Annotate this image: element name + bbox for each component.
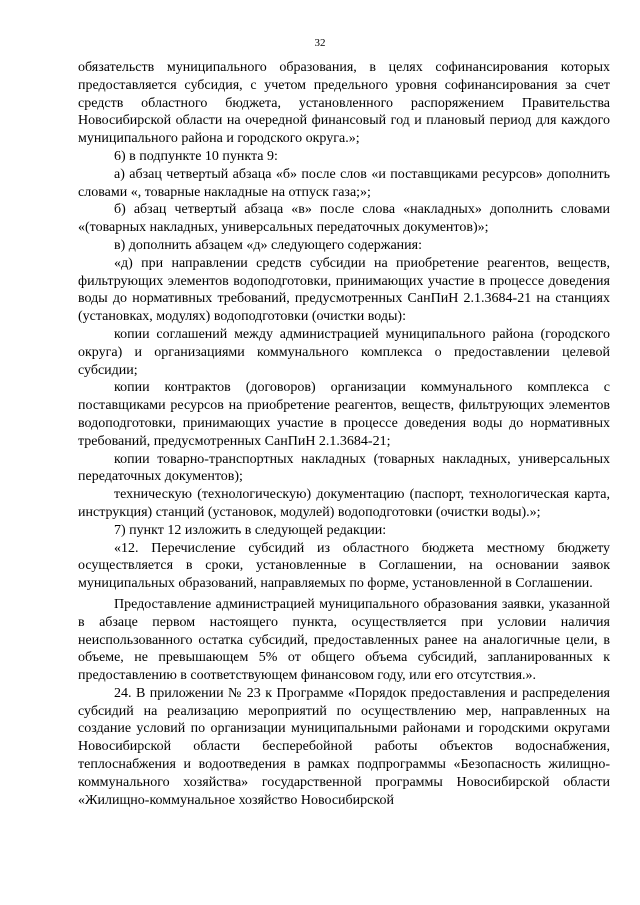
page-number: 32 bbox=[314, 37, 326, 49]
paragraph-clause-12: «12. Перечисление субсидий из областного бюджета местному бюджету осуществляется в сроки, установленные в Соглашении, на основании заявок муниципальных образований, направляемых по форме, установленной в Соглашении. bbox=[78, 540, 610, 592]
paragraph-technical-docs: техническую (технологическую) документацию (паспорт, технологическая карта, инструкция) станций (установок, модулей) водоподготовки (очистки воды).»; bbox=[78, 487, 610, 520]
document-body bbox=[78, 59, 610, 809]
paragraph-item-a: а) абзац четвертый абзаца «б» после слов «и поставщиками ресурсов» дополнить словами «, товарные накладные на отпуск газа;»; bbox=[78, 166, 610, 200]
paragraph-item-b: б) абзац четвертый абзаца «в» после слова «накладных» дополнить словами «(товарных накладных, универсальных передаточных документов)»; bbox=[78, 202, 610, 236]
paragraph-item-7: 7) пункт 12 изложить в следующей редакции: bbox=[114, 522, 387, 538]
paragraph-item-d: «д) при направлении средств субсидии на приобретение реагентов, веществ, фильтрующих элементов водоподготовки, принимающих участие в процессе доведения воды до нормативных требований, предусмотренных СанПиН 2.1.3684-21 на станциях (установках, модулях) водоподготовки (очистки воды): bbox=[78, 255, 610, 325]
paragraph-continuation: обязательств муниципального образования, в целях софинансирования которых предоставляется субсидия, с учетом предельного уровня софинансирования за счет средств областного бюджета, установленного распоряжением Правительства Новосибирской области на очередной финансовый год и плановый период для каждого муниципального района и городского округа.»; bbox=[78, 60, 610, 147]
paragraph-item-6: 6) в подпункте 10 пункта 9: bbox=[114, 148, 278, 164]
paragraph-contracts: копии контрактов (договоров) организации коммунального комплекса с поставщиками ресурсов на приобретение реагентов, веществ, фильтрующих элементов водоподготовки, принимающих участие в процессе доведения воды до нормативных требований, предусмотренных СанПиН 2.1.3684-21; bbox=[78, 380, 610, 449]
paragraph-agreements: копии соглашений между администрацией муниципального района (городского округа) и организациями коммунального комплекса о предоставлении целевой субсидии; bbox=[78, 326, 610, 378]
paragraph-item-24: 24. В приложении № 23 к Программе «Порядок предоставления и распределения субсидий на реализацию мероприятий по осуществлению мер, направленных на создание условий по организации муниципальными районами и городскими округами Новосибирской области бесперебойной работы объектов водоснабжения, теплоснабжения и водоотведения в рамках подпрограммы «Безопасность жилищно-коммунального хозяйства» государственной программы Новосибирской области «Жилищно-коммунальное хозяйство Новосибирской bbox=[78, 685, 610, 808]
paragraph-waybills: копии товарно-транспортных накладных (товарных накладных, универсальных передаточных документов); bbox=[78, 451, 610, 485]
paragraph-application: Предоставление администрацией муниципального образования заявки, указанной в абзаце первом настоящего пункта, осуществляется при условии наличия неиспользованного остатка субсидий, предоставленных ранее на аналогичные цели, в объеме, не превышающем 5% от общего объема субсидий, запланированных к предоставлению в соответствующем финансовом году, или его отсутствия.». bbox=[78, 596, 610, 684]
paragraph-item-v: в) дополнить абзацем «д» следующего содержания: bbox=[114, 237, 422, 253]
